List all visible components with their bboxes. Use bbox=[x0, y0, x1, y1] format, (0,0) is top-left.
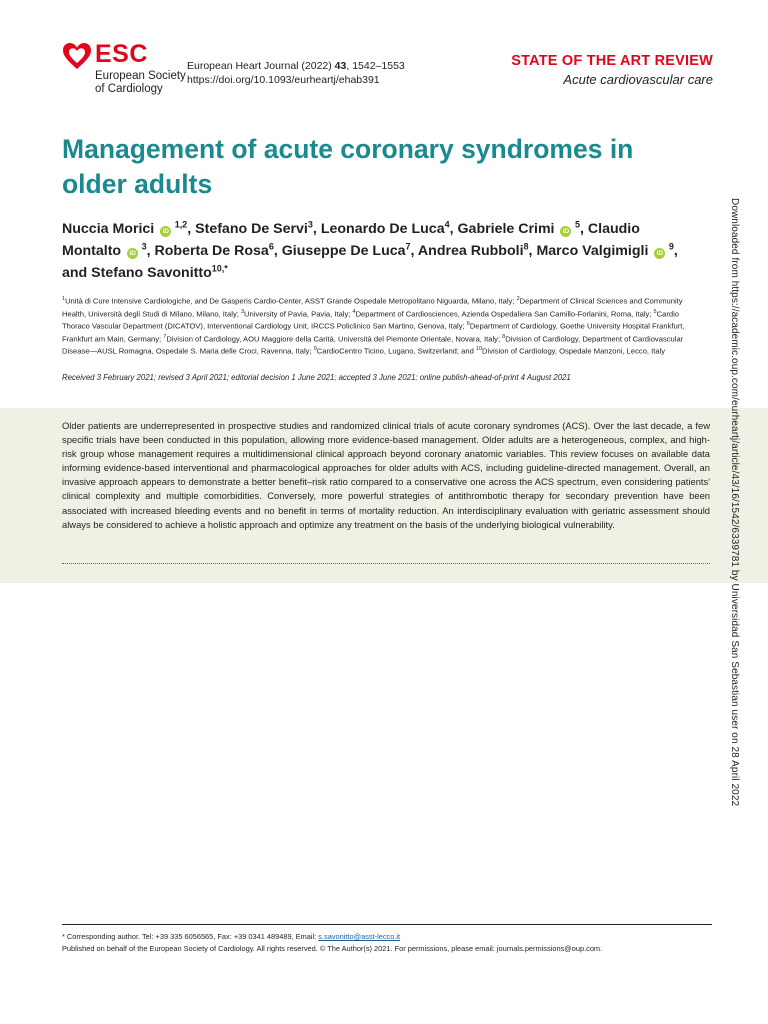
affiliation-number: 3 bbox=[240, 308, 245, 315]
affiliation-text: University of Pavia, Pavia, Italy; bbox=[244, 309, 353, 319]
article-dates: Received 3 February 2021; revised 3 April 2021; editorial decision 1 June 2021; accepted 3 June 2021; online publish-ahead-of-print 4 August 2021 bbox=[62, 373, 571, 382]
footer-divider bbox=[62, 924, 712, 925]
section-header bbox=[511, 52, 713, 88]
author-name: Claudio Montalto bbox=[62, 221, 640, 259]
author-email-link[interactable]: s.savonitto@asst-lecco.it bbox=[318, 932, 401, 941]
affiliation-number: 8 bbox=[502, 333, 506, 340]
affiliation-text: Department of Clinical Sciences and Community Health, Università degli Studi di Milano, Milano, Italy; bbox=[62, 296, 683, 319]
logo-line-1: European Society bbox=[95, 70, 186, 82]
affiliation-text: Unità di Cure Intensive Cardiologiche, and De Gasperis Cardio-Center, ASST Grande Ospedale Metropolitano Niguarda, Milano, Italy; bbox=[65, 296, 517, 306]
author-name: Giuseppe De Luca bbox=[281, 243, 406, 259]
author-affiliation-sup: 5 bbox=[572, 219, 580, 230]
affiliation-number: 5 bbox=[653, 308, 657, 315]
corresponding-text: * Corresponding author. Tel: +39 335 6056565, Fax: +39 0341 489489, Email: bbox=[62, 932, 319, 941]
abstract-divider bbox=[62, 563, 710, 564]
author-conjunction: and bbox=[62, 265, 92, 281]
affiliation-text: CardioCentro Ticino, Lugano, Switzerland; and bbox=[316, 346, 476, 356]
author-affiliation-sup: 7 bbox=[405, 241, 411, 252]
affiliation-text: Cardio Thoraco Vascular Department (DICATOV), Interventional Cardiology Unit, IRCCS Policlinico San Martino, Genova, Italy; bbox=[62, 309, 679, 331]
author-affiliation-sup: 1,2 bbox=[172, 219, 188, 230]
author-name: Stefano Savonitto bbox=[91, 265, 212, 281]
author-name: Stefano De Servi bbox=[195, 221, 308, 237]
author-name: Roberta De Rosa bbox=[154, 243, 269, 259]
author-name: Leonardo De Luca bbox=[320, 221, 445, 237]
article-title: Management of acute coronary syndromes in older adults bbox=[62, 134, 634, 199]
author-name: Gabriele Crimi bbox=[457, 221, 555, 237]
author-name: Nuccia Morici bbox=[62, 221, 155, 237]
affiliation-number: 10 bbox=[475, 346, 483, 353]
journal-pages: , 1542–1553 bbox=[346, 60, 405, 72]
author-list: Nuccia Morici iD $^{1,2}$, Stefano De Servi$^3$, Leonardo De Luca$^4$, Gabriele Crimi iD $^5$, Claudio Montalto iD $^3$, Roberta De Rosa$^6$, Giuseppe De Luca$^7$, Andrea Rubboli$^8$, Marco Valgimigli iD $^9$, and Stefano Savonitto$^{10,*}$ bbox=[62, 219, 678, 281]
abstract-text: Older patients are underrepresented in prospective studies and randomized clinical trials of acute coronary syndromes (ACS). Over the last decade, a few specific trials have been conducted in this population, allowing more evidence-based management. Older adults are a heterogeneous, complex, and high-risk group whose management requires a multidimensional clinical approach beyond coronary anatomic variables. This review focuses on available data informing evidence-based interventional and pharmacological approaches for older adults with ACS, including guideline-directed management. Overall, an invasive approach appears to demonstrate a better benefit–risk ratio compared to a conservative one across the ACS spectrum, even considering patients' clinical complexity and multiple comorbidities. Conversely, more powerful strategies of antithrombotic therapy for secondary prevention have been associated with increased bleeding events and no benefit in terms of mortality reduction. An interdisciplinary evaluation with geriatric assessment should always be considered to achieve a holistic approach and optimize any treatment on the basis of the underlying biological vulnerability. bbox=[62, 420, 710, 530]
orcid-icon[interactable]: iD bbox=[560, 226, 571, 237]
orcid-icon[interactable]: iD bbox=[160, 226, 171, 237]
affiliation-text: Department of Cardiosciences, Azienda Ospedaliera San Camillo-Forlanini, Roma, Italy; bbox=[355, 309, 654, 319]
section-title: STATE OF THE ART REVIEW bbox=[511, 53, 713, 69]
logo-wordmark: ESC bbox=[95, 40, 148, 68]
download-watermark: Downloaded from https://academic.oup.com/eurheartj/article/43/16/1542/6339781 by Universidad San Sebastian user on 28 April 2022 bbox=[729, 198, 740, 807]
corresponding-author bbox=[62, 931, 712, 943]
affiliation-text: Department of Cardiology, Goethe University Hospital Frankfurt, Frankfurt am Main, Germany; bbox=[62, 321, 685, 344]
author-affiliation-sup: 9 bbox=[666, 241, 674, 252]
author-affiliation-sup: 3 bbox=[307, 219, 313, 230]
journal-name: European Heart Journal (2022) bbox=[187, 60, 335, 72]
doi-link[interactable]: https://doi.org/10.1093/eurheartj/ehab391 bbox=[187, 74, 380, 86]
affiliation-text: Division of Cardiology, Ospedale Manzoni, Lecco, Italy bbox=[482, 346, 666, 356]
author-name: Marco Valgimigli bbox=[536, 243, 649, 259]
affiliation-number: 6 bbox=[466, 321, 470, 328]
author-affiliation-sup: 4 bbox=[444, 219, 450, 230]
affiliation-text: Division of Cardiology, AOU Maggiore della Carità, Università del Piemonte Orientale, Novara, Italy; bbox=[166, 334, 503, 344]
orcid-icon[interactable]: iD bbox=[127, 248, 138, 259]
author-affiliation-sup: 6 bbox=[268, 241, 274, 252]
author-name: Andrea Rubboli bbox=[417, 243, 524, 259]
affiliation-number: 9 bbox=[313, 346, 317, 353]
affiliation-number: 4 bbox=[352, 308, 356, 315]
section-subtitle: Acute cardiovascular care bbox=[563, 72, 713, 87]
affiliations bbox=[62, 294, 708, 357]
author-affiliation-sup: 10,* bbox=[211, 263, 228, 274]
affiliation-text: Division of Cardiology, Department of Cardiovascular Disease—AUSL Romagna, Ospedale S. Maria delle Croci, Ravenna, Italy; bbox=[62, 334, 684, 356]
esc-logo bbox=[62, 40, 186, 100]
orcid-icon[interactable]: iD bbox=[654, 248, 665, 259]
affiliation-number: 7 bbox=[163, 333, 167, 340]
author-affiliation-sup: 8 bbox=[523, 241, 529, 252]
logo-line-2: of Cardiology bbox=[95, 83, 163, 95]
journal-volume: 43 bbox=[334, 60, 347, 72]
journal-citation bbox=[187, 59, 405, 87]
publisher-note: Published on behalf of the European Society of Cardiology. All rights reserved. © The Author(s) 2021. For permissions, please email: journals.permissions@oup.com. bbox=[62, 943, 603, 953]
footer bbox=[62, 931, 712, 954]
author-affiliation-sup: 3 bbox=[139, 241, 147, 252]
affiliation-number: 1 bbox=[62, 296, 66, 302]
heart-logo-icon bbox=[62, 42, 92, 70]
affiliation-number: 2 bbox=[516, 296, 520, 302]
